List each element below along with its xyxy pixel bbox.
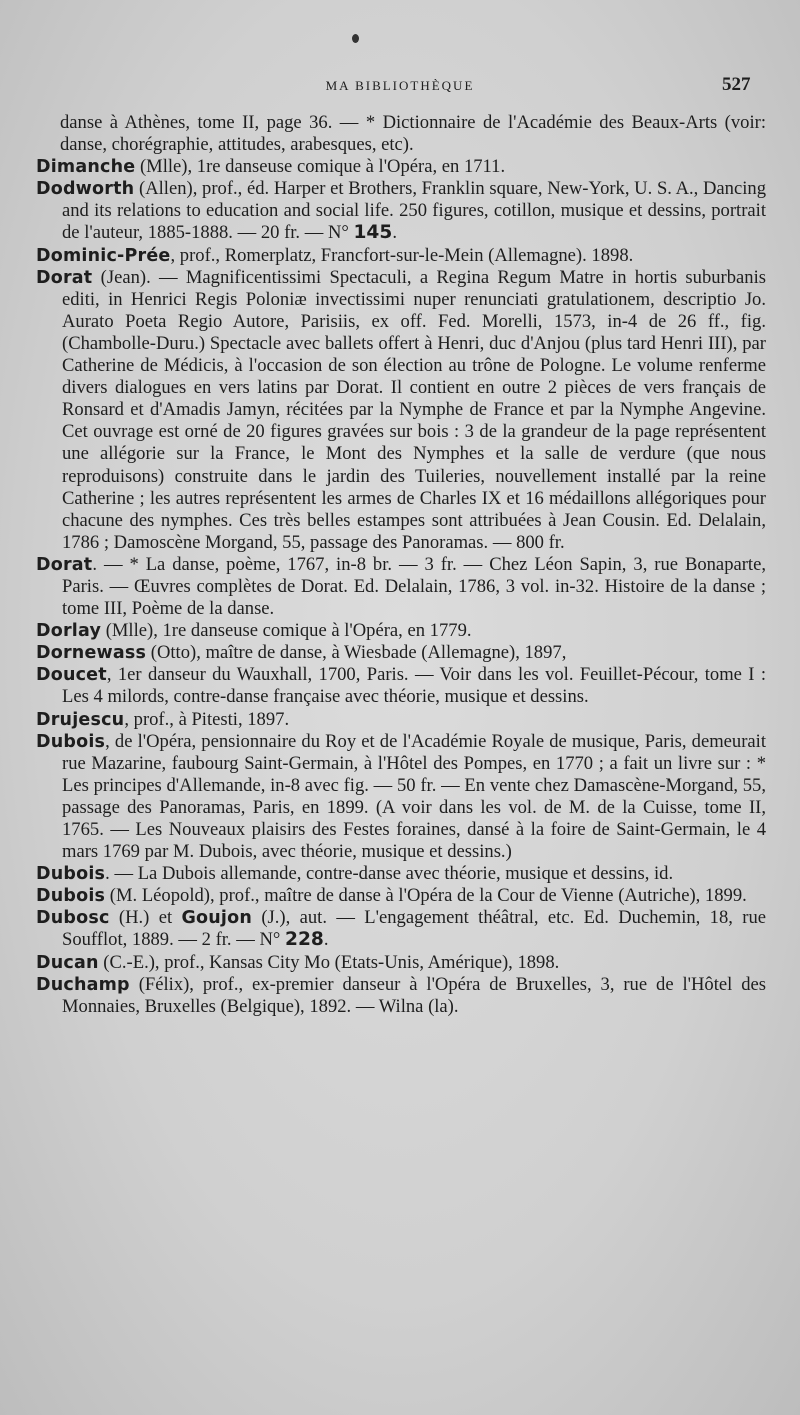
headword: Dubois	[36, 731, 106, 752]
entry-text: (Allen), prof., éd. Harper et Brothers, Franklin square, New-York, U. S. A., Dancing and its relations to education and social life. 250 figures, cotillon, musique et dessins, portrait de l'auteur, 1885-1888. — 20 fr. — N°	[62, 178, 766, 244]
entry-dubois-opera	[36, 731, 766, 864]
entry-text: (C.-E.), prof., Kansas City Mo (Etats-Unis, Amérique), 1898.	[98, 951, 560, 973]
entry-text-secondary: (J.), aut. — L'engagement théâtral, etc. Ed. Duchemin, 18, rue Soufflot, 1889. — 2 fr. — N°	[62, 907, 767, 951]
entry-text: (H.) et	[109, 907, 182, 929]
entry-text: (M. Léopold), prof., maître de danse à l'Opéra de la Cour de Vienne (Autriche), 1899.	[105, 885, 747, 907]
entry-dornewass	[36, 642, 766, 664]
ink-dot	[352, 34, 359, 43]
headword: Dubois	[36, 886, 106, 907]
catalog-number: 228	[285, 929, 324, 951]
headword: Dodworth	[36, 179, 135, 200]
page-number: 527	[722, 74, 751, 95]
entry-dominic-pree	[36, 245, 766, 267]
dictionary-body	[36, 112, 766, 1018]
entry-dubois-leopold	[36, 885, 766, 907]
entry-ducan	[36, 952, 766, 974]
continued-entry: danse à Athènes, tome II, page 36. — * Dictionnaire de l'Académie des Beaux-Arts (voir: danse, chorégraphie, attitudes, arabesques, etc).	[60, 112, 766, 156]
entry-tail: .	[323, 929, 329, 951]
entry-dodworth	[36, 178, 766, 244]
entry-text: , de l'Opéra, pensionnaire du Roy et de l'Académie Royale de musique, Paris, demeurait rue Mazarine, faubourg Saint-Germain, à l'Hôtel des Pompes, en 1770 ; a fait un livre sur : * Les principes d'Allemande, in-8 avec fig. — 50 fr. — En vente chez Damascène-Morgand, 55, passage des Panoramas, Paris, en 1899. (A voir dans les vol. de M. de la Cuisse, tome II, 1765. — Les Nouveaux plaisirs des Festes foraines, dansé à la foire de Saint-Germain, le 4 mars 1769 par M. Dubois, avec théorie, musique et dessins.)	[62, 730, 766, 863]
headword: Doucet	[36, 665, 107, 686]
entry-text: (Félix), prof., ex-premier danseur à l'Opéra de Bruxelles, 3, rue de l'Hôtel des Monnaies, Bruxelles (Belgique), 1892. — Wilna (la).	[62, 973, 766, 1017]
headword: Dubosc	[36, 908, 110, 929]
entry-text: (Mlle), 1re danseuse comique à l'Opéra, en 1779.	[101, 620, 472, 642]
entry-text: , prof., Romerplatz, Francfort-sur-le-Mein (Allemagne). 1898.	[170, 244, 634, 266]
entry-text: , prof., à Pitesti, 1897.	[124, 708, 290, 730]
entry-dorat-jean	[36, 267, 766, 554]
headword: Dornewass	[36, 643, 147, 664]
entry-dubois-allemande	[36, 863, 766, 885]
entry-dubosc-goujon	[36, 907, 766, 951]
headword: Dorat	[36, 267, 93, 288]
entry-text: (Jean). — Magnificentissimi Spectaculi, a Regina Regum Matre in hortis suburbanis editi, in Henrici Regis Poloniæ invectissimi nuper renunciati gratulationem, descriptio Jo. Aurato Poeta Regio Autore, Parisiis, ex off. Fed. Morelli, 1573, in-4 de 26 ff., fig. (Chambolle-Duru.) Spectacle avec ballets offert à Henri, duc d'Anjou (plus tard Henri III), par Catherine de Médicis, à l'occasion de son élection au trône de Pologne. Le volume renferme divers dialogues en vers latins par Dorat. Il contient en outre 2 pièces de vers français de Ronsard et d'Amadis Jamyn, récitées par la Nymphe de France et par la Nymphe Angevine. Cet ouvrage est orné de 20 figures gravées sur bois : 3 de la grandeur de la page représentent une allégorie sur la France, le Mont des Nymphes et la salle de verdure (que nous reproduisons) construite dans le jardin des Tuileries, nouvellement installé par la reine Catherine ; les autres représentent les armes de Charles IX et 16 médaillons allégoriques pour chacune des nymphes. Ces très belles estampes sont attribuées à Jean Cousin. Ed. Delalain, 1786 ; Damoscène Morgand, 55, passage des Panoramas. — 800 fr.	[62, 266, 766, 553]
running-title: MA BIBLIOTHÈQUE	[325, 78, 475, 93]
headword: Drujescu	[36, 709, 125, 730]
entry-dimanche	[36, 156, 766, 178]
entry-text: , 1er danseur du Wauxhall, 1700, Paris. — Voir dans les vol. Feuillet-Pécour, tome I : Les 4 milords, contre-danse française avec théorie, musique et dessins.	[62, 664, 766, 708]
entry-text: (Otto), maître de danse, à Wiesbade (Allemagne), 1897,	[146, 642, 567, 664]
catalog-number: 145	[353, 222, 393, 244]
entry-text: (Mlle), 1re danseuse comique à l'Opéra, en 1711.	[135, 156, 506, 178]
entry-text: . — La Dubois allemande, contre-danse avec théorie, musique et dessins, id.	[105, 863, 674, 885]
entry-dorat	[36, 554, 766, 620]
headword: Dominic-Prée	[36, 245, 171, 266]
entry-drujescu	[36, 709, 766, 731]
headword: Dorat	[36, 554, 93, 575]
headword: Dimanche	[36, 157, 136, 178]
entry-text: . — * La danse, poème, 1767, in-8 br. — 3 fr. — Chez Léon Sapin, 3, rue Bonaparte, Paris. — Œuvres complètes de Dorat. Ed. Delalain, 1786, 3 vol. in-32. Histoire de la danse ; tome III, Poème de la danse.	[62, 553, 766, 620]
entry-tail: .	[392, 222, 397, 244]
headword: Dubois	[36, 864, 106, 885]
headword: Dorlay	[36, 621, 102, 642]
headword: Ducan	[36, 952, 99, 973]
headword: Duchamp	[36, 974, 130, 995]
headword-secondary: Goujon	[181, 908, 252, 929]
entry-doucet	[36, 664, 766, 708]
entry-dorlay	[36, 620, 766, 642]
entry-duchamp	[36, 974, 766, 1018]
